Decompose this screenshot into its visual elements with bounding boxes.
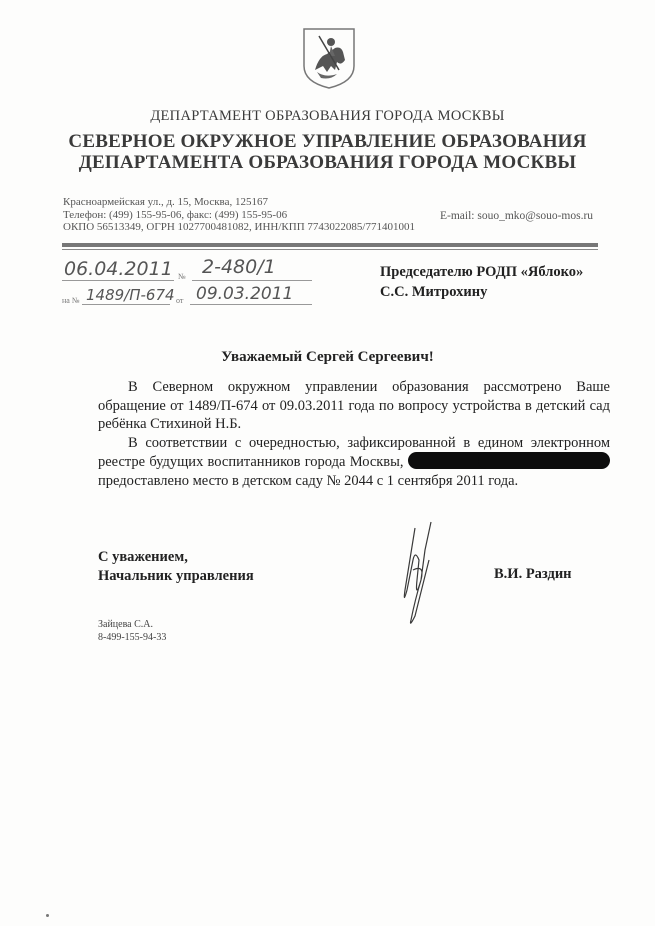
- in-reply-date-underline: [190, 304, 312, 305]
- organization-title-line2: ДЕПАРТАМЕНТА ОБРАЗОВАНИЯ ГОРОДА МОСКВЫ: [78, 152, 577, 173]
- closing-regards: С уважением,: [98, 549, 188, 565]
- executor-name: Зайцева С.А.: [98, 619, 154, 630]
- registry-codes: ОКПО 56513349, ОГРН 1027700481082, ИНН/КПП 7743022085/771401001: [63, 221, 415, 233]
- paragraph-2: [98, 434, 610, 491]
- email: E-mail: souo_mko@souo-mos.ru: [440, 210, 594, 222]
- phone-fax: Телефон: (499) 155-95-06, факс: (499) 155-95-06: [63, 208, 288, 221]
- scan-speck: [46, 914, 49, 917]
- paragraph-2-text-b: предоставлено место в детском саду № 2044 с 1 сентября 2011 года.: [98, 472, 519, 489]
- header-divider-thick: [62, 243, 598, 247]
- in-reply-label: на №: [62, 296, 80, 305]
- addressee-name: С.С. Митрохину: [380, 284, 488, 300]
- address: Красноармейская ул., д. 15, Москва, 125167: [63, 196, 268, 208]
- moscow-coat-of-arms-icon: [301, 26, 357, 90]
- department-name: ДЕПАРТАМЕНТ ОБРАЗОВАНИЯ ГОРОДА МОСКВЫ: [150, 108, 505, 124]
- organization-title-line1: СЕВЕРНОЕ ОКРУЖНОЕ УПРАВЛЕНИЕ ОБРАЗОВАНИЯ: [68, 131, 587, 152]
- number-underline: [192, 280, 312, 281]
- date-underline: [62, 280, 174, 281]
- number-label: №: [178, 272, 186, 281]
- greeting: Уважаемый Сергей Сергеевич!: [221, 349, 434, 365]
- from-label: от: [176, 296, 184, 305]
- closing: [98, 548, 254, 586]
- signature-icon: [385, 520, 445, 630]
- outgoing-date: 06.04.2011: [64, 258, 173, 280]
- in-reply-number: 1489/П-674: [86, 286, 175, 304]
- addressee: [380, 262, 583, 302]
- in-reply-underline: [82, 304, 170, 305]
- header-divider-thin: [62, 249, 598, 250]
- addressee-position: Председателю РОДП «Яблоко»: [380, 264, 584, 280]
- in-reply-date: 09.03.2011: [196, 284, 294, 304]
- closing-position: Начальник управления: [98, 568, 254, 584]
- outgoing-number: 2-480/1: [202, 256, 276, 278]
- letter-body: [98, 378, 610, 490]
- contact-block: [63, 196, 415, 234]
- executor-phone: 8-499-155-94-33: [98, 631, 167, 643]
- paragraph-1: В Северном окружном управлении образования рассмотрено Ваше обращение от 1489/П-674 от 09.03.2011 года по вопросу устройства в детский сад ребёнка Стихиной Н.Б.: [98, 379, 610, 432]
- paragraph-2-text-a: В соответствии с очередностью, зафиксированной в едином электронном реестре будущих воспитанников города Москвы,: [98, 434, 610, 470]
- signer-name: В.И. Раздин: [494, 566, 572, 582]
- redacted-name-part2: [478, 452, 610, 469]
- executor-block: [98, 619, 166, 644]
